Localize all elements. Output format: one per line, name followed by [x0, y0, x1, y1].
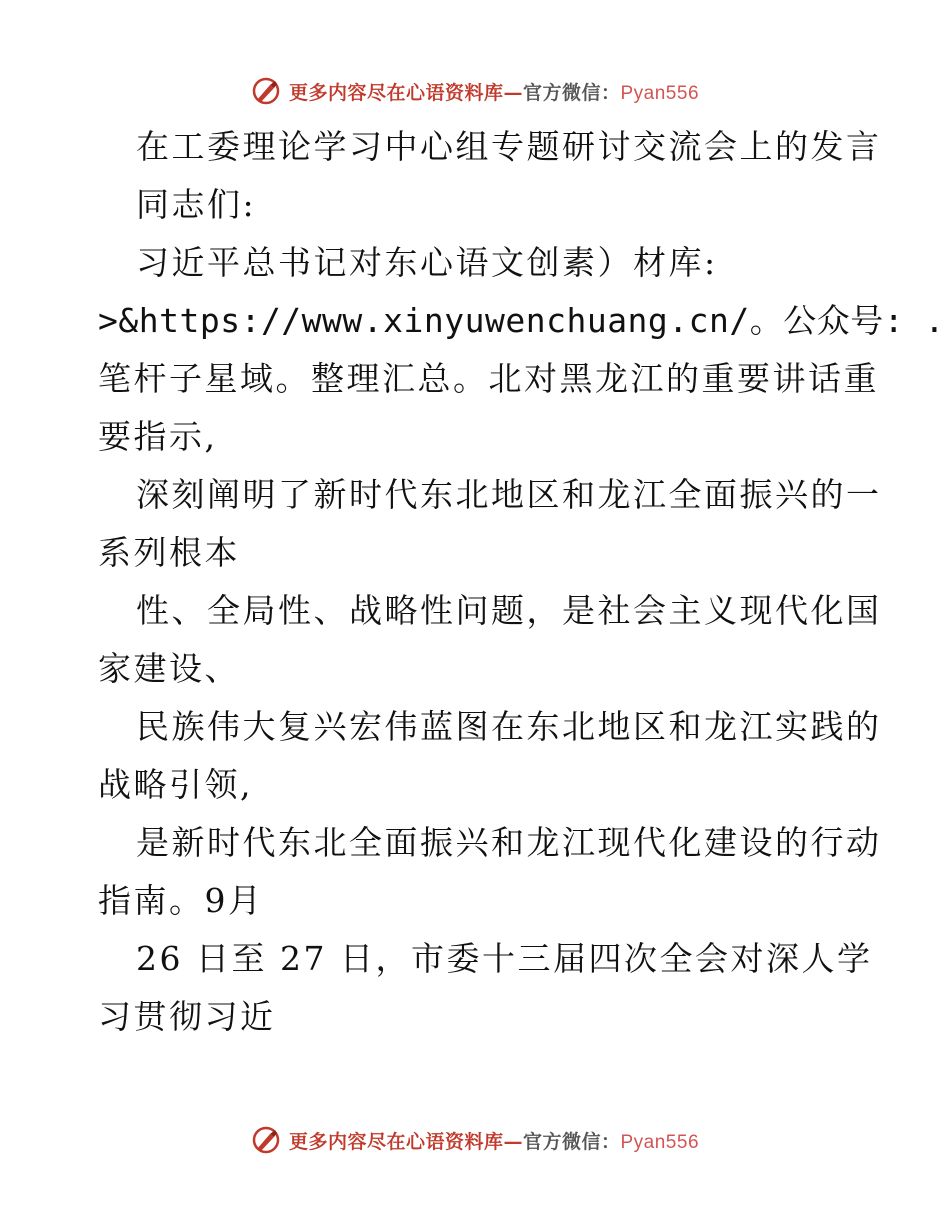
- banner-label: 更多内容尽在心语资料库—官方微信：Pyan556: [288, 1130, 700, 1153]
- paragraph-line: 民族伟大复兴宏伟蓝图在东北地区和龙江实践的: [136, 707, 882, 746]
- paragraph-line: 系列根本: [98, 533, 240, 572]
- paragraph-line: 要指示,: [98, 417, 218, 456]
- paragraph-line: 笔杆子星域。整理汇总。北对黑龙江的重要讲话重: [98, 359, 879, 398]
- paragraph-line: 战略引领,: [98, 765, 253, 804]
- paragraph-line: 是新时代东北全面振兴和龙江现代化建设的行动: [136, 823, 882, 862]
- pen-nib-logo-icon: [251, 76, 281, 106]
- header-watermark-banner: [0, 71, 950, 111]
- paragraph-line: 习贯彻习近: [98, 997, 276, 1036]
- paragraph-line: 习近平总书记对东心语文创素）材库:: [136, 243, 718, 282]
- paragraph-line: 26 日至 27 日，市委十三届四次全会对深人学: [136, 939, 873, 978]
- document-body: [98, 118, 945, 1046]
- paragraph-line: 家建设、: [98, 649, 240, 688]
- pen-nib-logo-icon: [251, 1125, 281, 1155]
- document-title: 在工委理论学习中心组专题研讨交流会上的发言: [136, 127, 882, 166]
- paragraph-line: 深刻阐明了新时代东北地区和龙江全面振兴的一: [136, 475, 882, 514]
- paragraph-line: 性、全局性、战略性问题，是社会主义现代化国: [136, 591, 882, 630]
- paragraph-line-url: >&https://www.xinyuwenchuang.cn/。公众号: .: [98, 301, 945, 340]
- banner-label: 更多内容尽在心语资料库—官方微信：Pyan556: [288, 81, 700, 104]
- paragraph-line: 指南。9月: [98, 881, 264, 920]
- footer-watermark-banner: [0, 1120, 950, 1160]
- greeting: 同志们:: [136, 185, 257, 224]
